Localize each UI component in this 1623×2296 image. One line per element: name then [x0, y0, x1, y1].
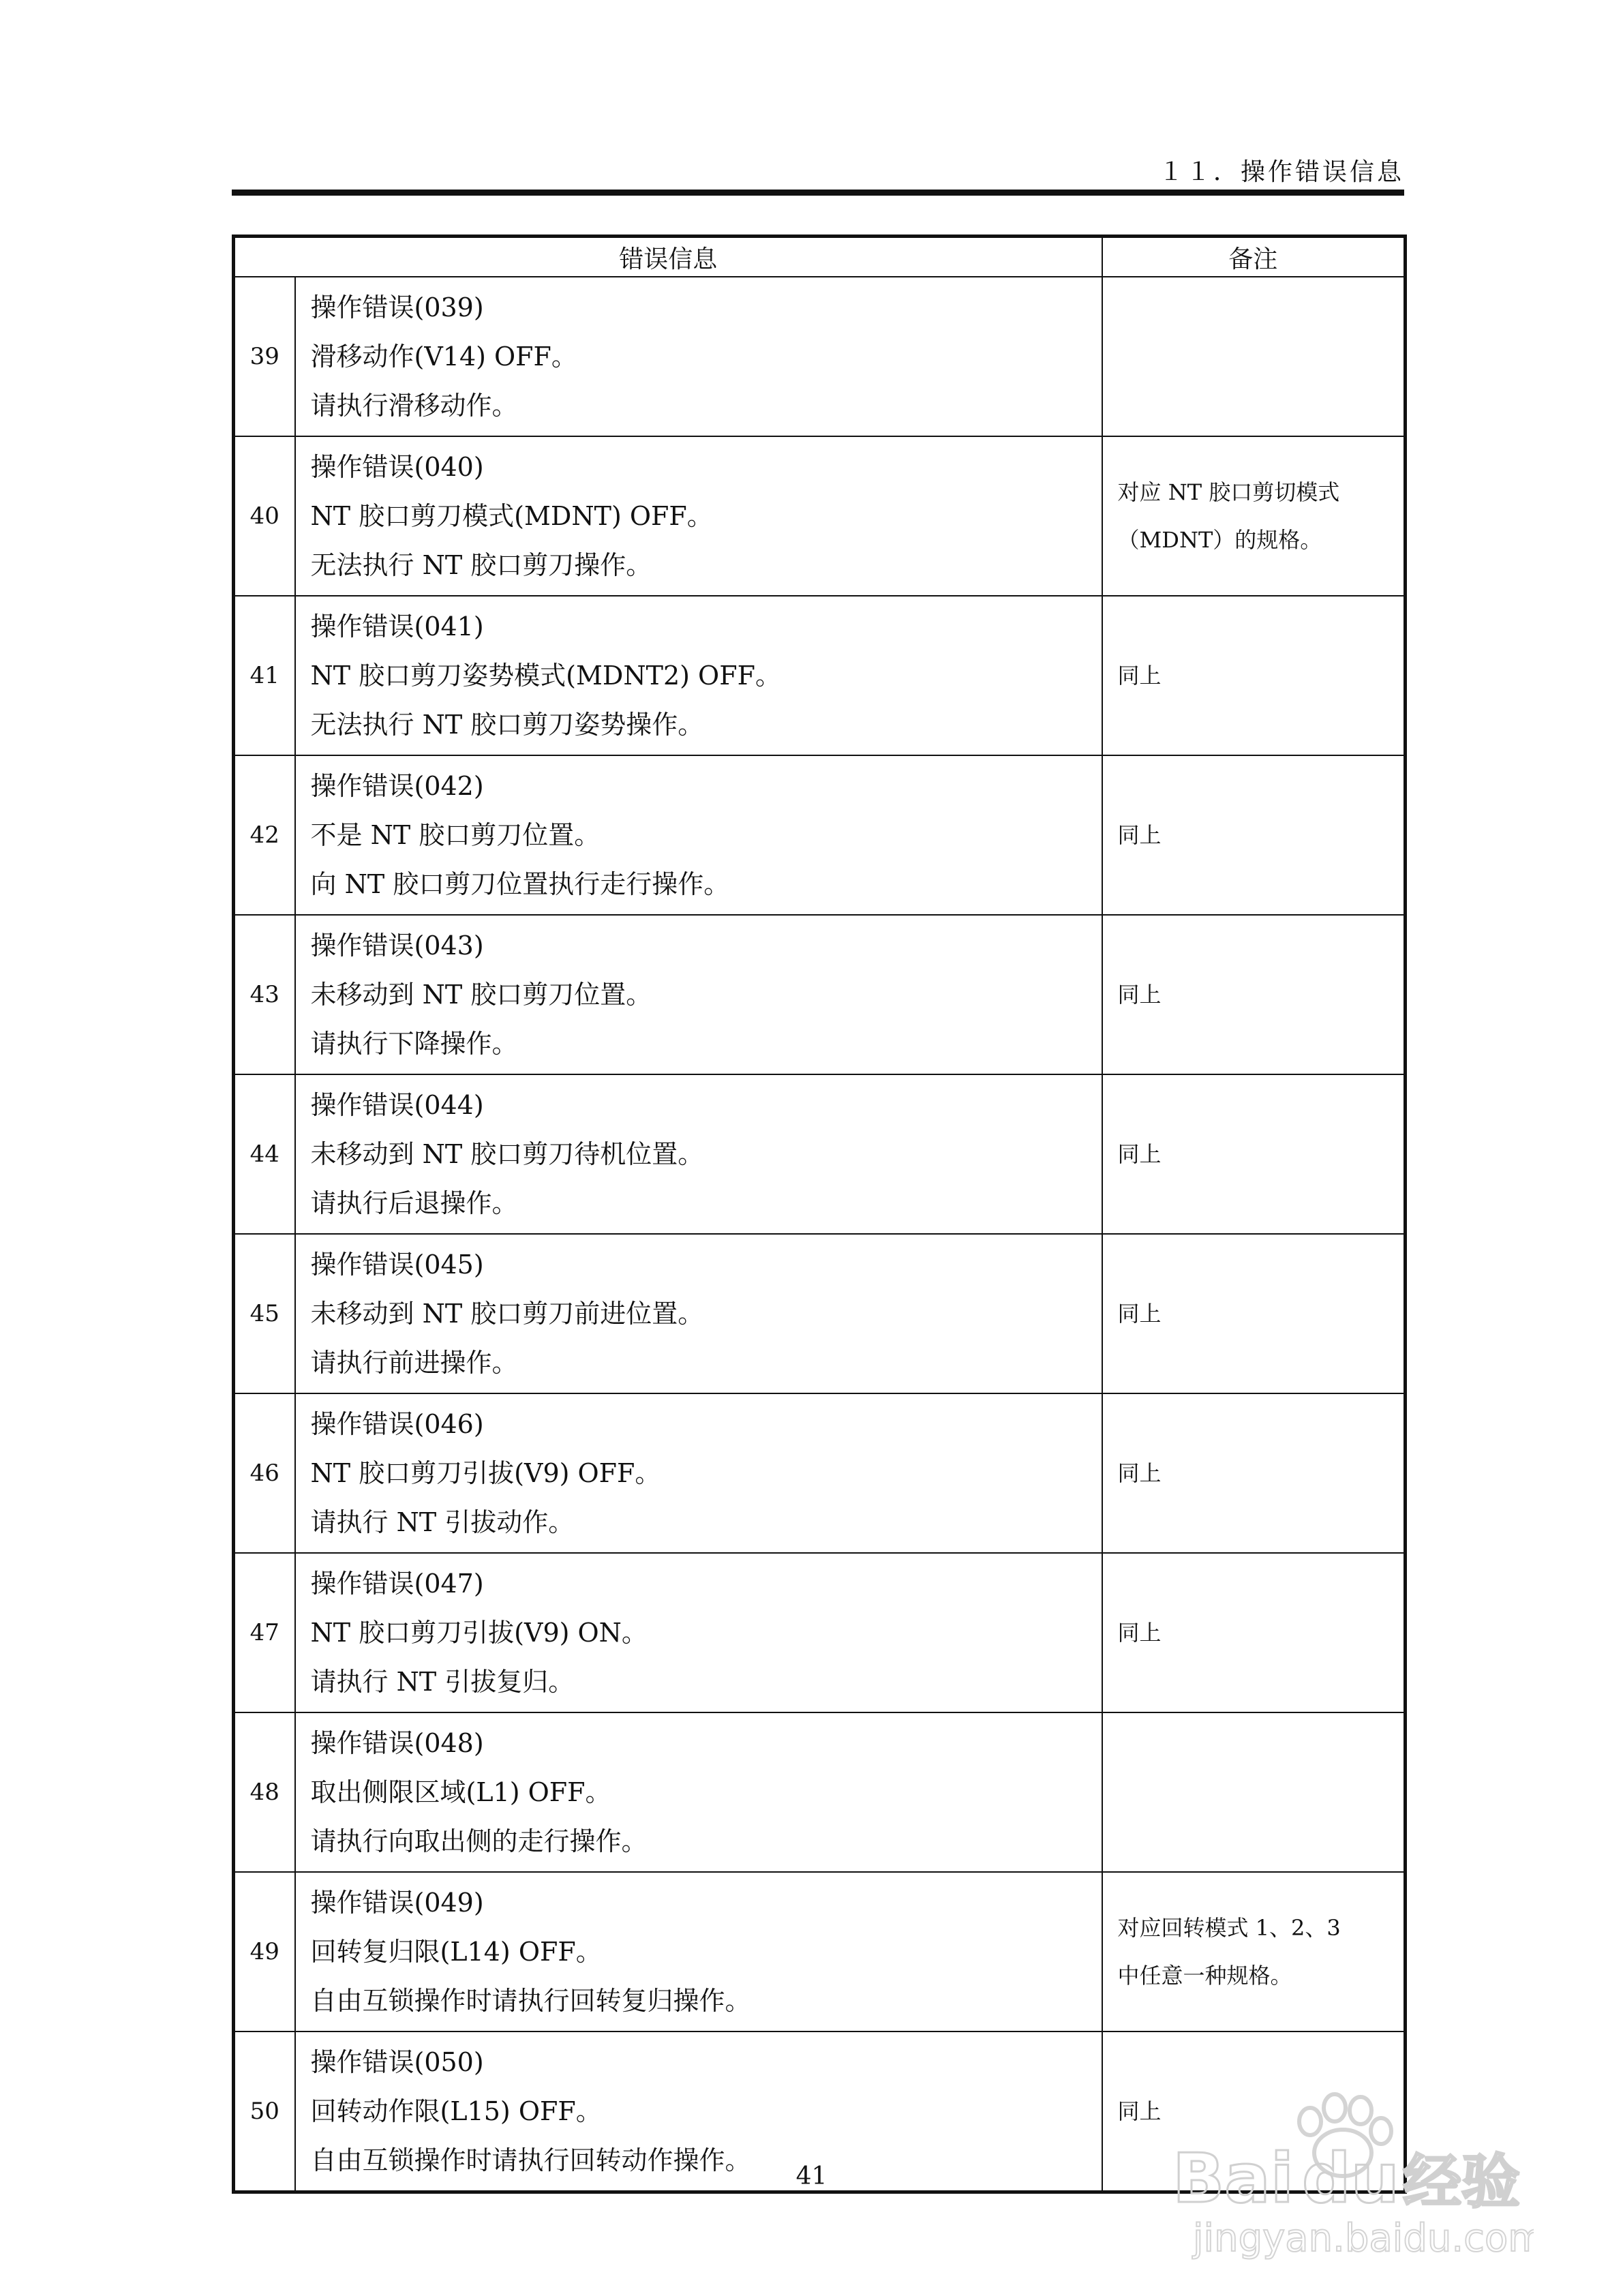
row-number: 46 [234, 1393, 295, 1553]
error-table [232, 235, 1407, 2194]
error-message-line: 请执行后退操作。 [310, 1188, 518, 1218]
error-message-line: 不是 NT 胶口剪刀位置。 [310, 820, 601, 850]
column-header-note: 备注 [1102, 237, 1406, 277]
error-message-line: 回转动作限(L15) OFF。 [310, 2096, 602, 2126]
note-line: 同上 [1117, 822, 1162, 848]
error-message-line: 无法执行 NT 胶口剪刀姿势操作。 [310, 710, 704, 740]
note-cell [1102, 277, 1406, 436]
error-message-line: 操作错误(044) [310, 1090, 484, 1120]
note-line: （MDNT）的规格。 [1117, 527, 1322, 553]
error-message-line: 请执行前进操作。 [310, 1348, 518, 1378]
error-message-cell [295, 755, 1102, 915]
error-message-line: 操作错误(048) [310, 1728, 484, 1758]
note-cell [1102, 1234, 1406, 1393]
note-cell [1102, 1074, 1406, 1234]
error-message-line: 操作错误(039) [310, 292, 484, 322]
note-line: 同上 [1117, 1620, 1162, 1646]
header-rule [232, 190, 1404, 196]
note-line: 同上 [1117, 1141, 1162, 1167]
error-message-line: 请执行 NT 引拔动作。 [310, 1507, 575, 1537]
error-message-cell [295, 1712, 1102, 1872]
table-row [234, 1393, 1406, 1553]
row-number: 47 [234, 1553, 295, 1712]
note-cell [1102, 1872, 1406, 2031]
error-message-line: 操作错误(047) [310, 1569, 484, 1599]
table-row [234, 596, 1406, 755]
error-message-line: 未移动到 NT 胶口剪刀待机位置。 [310, 1139, 704, 1169]
error-message-line: NT 胶口剪刀引拔(V9) ON。 [310, 1618, 648, 1648]
row-number: 44 [234, 1074, 295, 1234]
error-message-line: 向 NT 胶口剪刀位置执行走行操作。 [310, 869, 730, 899]
error-message-cell [295, 1872, 1102, 2031]
table-row [234, 1872, 1406, 2031]
note-line: 同上 [1117, 663, 1162, 689]
note-cell [1102, 915, 1406, 1074]
table-row [234, 1234, 1406, 1393]
error-message-line: 请执行 NT 引拔复归。 [310, 1667, 575, 1697]
error-message-line: 取出侧限区域(L1) OFF。 [310, 1777, 611, 1807]
error-message-cell [295, 596, 1102, 755]
row-number: 39 [234, 277, 295, 436]
row-number: 49 [234, 1872, 295, 2031]
table-row [234, 1712, 1406, 1872]
note-cell [1102, 1712, 1406, 1872]
row-number: 45 [234, 1234, 295, 1393]
error-message-line: 请执行下降操作。 [310, 1029, 518, 1059]
error-message-cell [295, 1234, 1102, 1393]
row-number: 43 [234, 915, 295, 1074]
error-message-line: 请执行向取出侧的走行操作。 [310, 1826, 648, 1856]
svg-text:Bai: Bai [1172, 2139, 1294, 2218]
table-row [234, 436, 1406, 596]
error-message-line: 操作错误(050) [310, 2047, 484, 2077]
svg-text:du: du [1302, 2139, 1399, 2218]
note-cell [1102, 755, 1406, 915]
error-message-line: NT 胶口剪刀姿势模式(MDNT2) OFF。 [310, 661, 781, 691]
section-title: １１．操作错误信息 [1158, 158, 1404, 186]
error-message-cell [295, 915, 1102, 1074]
paw-logo-icon [1152, 2072, 1534, 2270]
note-line: 同上 [1117, 982, 1162, 1008]
error-message-line: 操作错误(040) [310, 452, 484, 482]
table-row [234, 915, 1406, 1074]
note-cell [1102, 596, 1406, 755]
row-number: 42 [234, 755, 295, 915]
table-row [234, 277, 1406, 436]
table-row [234, 755, 1406, 915]
error-message-line: 操作错误(042) [310, 771, 484, 801]
error-message-cell [295, 436, 1102, 596]
row-number: 40 [234, 436, 295, 596]
error-message-line: 操作错误(043) [310, 931, 484, 961]
row-number: 50 [234, 2031, 295, 2192]
row-number: 48 [234, 1712, 295, 1872]
error-message-line: 回转复归限(L14) OFF。 [310, 1937, 602, 1967]
table-header-row [234, 237, 1406, 277]
note-line: 同上 [1117, 2098, 1162, 2124]
note-line: 对应回转模式 1、2、3 [1117, 1915, 1341, 1941]
row-number: 41 [234, 596, 295, 755]
error-message-line: NT 胶口剪刀模式(MDNT) OFF。 [310, 501, 713, 531]
error-message-line: 自由互锁操作时请执行回转动作操作。 [310, 2145, 751, 2175]
error-message-cell [295, 1074, 1102, 1234]
svg-text:jingyan.baidu.com: jingyan.baidu.com [1193, 2216, 1534, 2261]
column-header-message: 错误信息 [234, 237, 1102, 277]
error-message-line: 未移动到 NT 胶口剪刀位置。 [310, 980, 652, 1010]
error-message-cell [295, 1553, 1102, 1712]
error-message-line: 未移动到 NT 胶口剪刀前进位置。 [310, 1299, 704, 1329]
error-message-cell [295, 1393, 1102, 1553]
table-body [234, 277, 1406, 2192]
error-message-line: 自由互锁操作时请执行回转复归操作。 [310, 1986, 751, 2016]
svg-text:经验: 经验 [1403, 2148, 1520, 2216]
page-number: 41 [795, 2162, 828, 2190]
error-message-line: 操作错误(049) [310, 1888, 484, 1918]
error-message-line: 请执行滑移动作。 [310, 391, 518, 421]
note-line: 对应 NT 胶口剪切模式 [1117, 479, 1340, 505]
error-message-line: 操作错误(045) [310, 1250, 484, 1280]
note-line: 同上 [1117, 1301, 1162, 1327]
baidu-jingyan-watermark [1152, 2072, 1534, 2270]
note-cell [1102, 1553, 1406, 1712]
table-row [234, 1074, 1406, 1234]
error-message-line: 无法执行 NT 胶口剪刀操作。 [310, 550, 652, 580]
note-line: 同上 [1117, 1460, 1162, 1486]
error-message-line: 操作错误(046) [310, 1409, 484, 1439]
error-message-cell [295, 277, 1102, 436]
error-message-line: 操作错误(041) [310, 611, 484, 641]
error-message-line: NT 胶口剪刀引拔(V9) OFF。 [310, 1458, 661, 1488]
note-cell [1102, 436, 1406, 596]
note-line: 中任意一种规格。 [1117, 1963, 1292, 1989]
table-row [234, 1553, 1406, 1712]
error-message-line: 滑移动作(V14) OFF。 [310, 342, 577, 372]
note-cell [1102, 1393, 1406, 1553]
